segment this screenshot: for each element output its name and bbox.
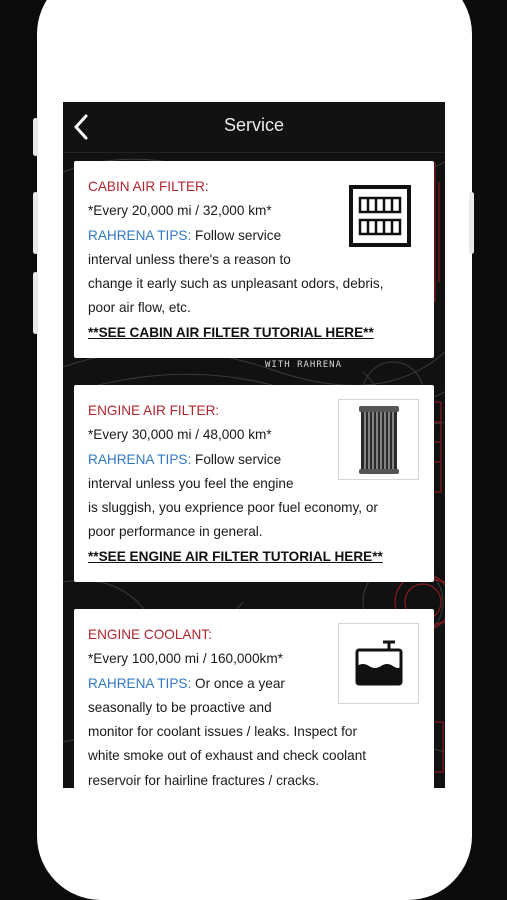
tip-label: RAHRENA TIPS: (88, 451, 192, 467)
phone-side-button (33, 118, 38, 156)
service-card-cabin-air-filter (74, 161, 434, 358)
card-interval: *Every 20,000 mi / 32,000 km* (88, 203, 272, 219)
tip-line: reservoir for hairline fractures / cracks. (88, 772, 320, 788)
engine-filter-icon (356, 403, 402, 477)
cabin-filter-tutorial-link[interactable]: **SEE CABIN AIR FILTER TUTORIAL HERE** (88, 324, 374, 340)
engine-filter-tutorial-link[interactable]: **SEE ENGINE AIR FILTER TUTORIAL HERE** (88, 548, 383, 564)
page-title: Service (223, 115, 285, 135)
tip-label: RAHRENA TIPS: (88, 675, 192, 691)
tip-line: poor air flow, etc. (88, 300, 191, 316)
coolant-reservoir-icon (351, 636, 407, 692)
tip-line: Follow service (191, 227, 282, 243)
cabin-filter-icon-box (339, 175, 420, 256)
app-screen (63, 102, 445, 788)
app-header (63, 102, 445, 153)
tip-line: interval unless there's a reason to (88, 251, 291, 267)
tip-line: white smoke out of exhaust and check coolant (88, 748, 367, 764)
phone-volume-up-button (33, 192, 38, 254)
tip-line: Follow service (191, 451, 282, 467)
phone-power-button (469, 192, 474, 254)
tip-line: Or once a year (191, 675, 285, 691)
phone-volume-down-button (33, 272, 38, 334)
cabin-filter-icon (348, 184, 412, 248)
tip-line: seasonally to be proactive and (88, 699, 272, 715)
tip-line: interval unless you feel the engine (88, 475, 294, 491)
tip-line: poor performance in general. (88, 524, 263, 540)
tip-line: change it early such as unpleasant odors, debris, (88, 276, 384, 292)
tip-label: RAHRENA TIPS: (88, 227, 192, 243)
engine-filter-icon-box (338, 399, 419, 480)
service-card-engine-air-filter (74, 385, 434, 582)
card-heading: CABIN AIR FILTER: (88, 179, 209, 194)
card-heading: ENGINE COOLANT: (88, 627, 212, 642)
service-card-engine-coolant (74, 609, 434, 788)
tip-line: is sluggish, you exprience poor fuel economy, or (88, 500, 378, 516)
coolant-icon-box (338, 623, 419, 704)
card-interval: *Every 30,000 mi / 48,000 km* (88, 427, 272, 443)
watermark-text: WITH RAHRENA (265, 360, 343, 370)
card-heading: ENGINE AIR FILTER: (88, 403, 220, 418)
card-interval: *Every 100,000 mi / 160,000km* (88, 651, 283, 667)
tip-line: monitor for coolant issues / leaks. Inspect for (88, 724, 357, 740)
